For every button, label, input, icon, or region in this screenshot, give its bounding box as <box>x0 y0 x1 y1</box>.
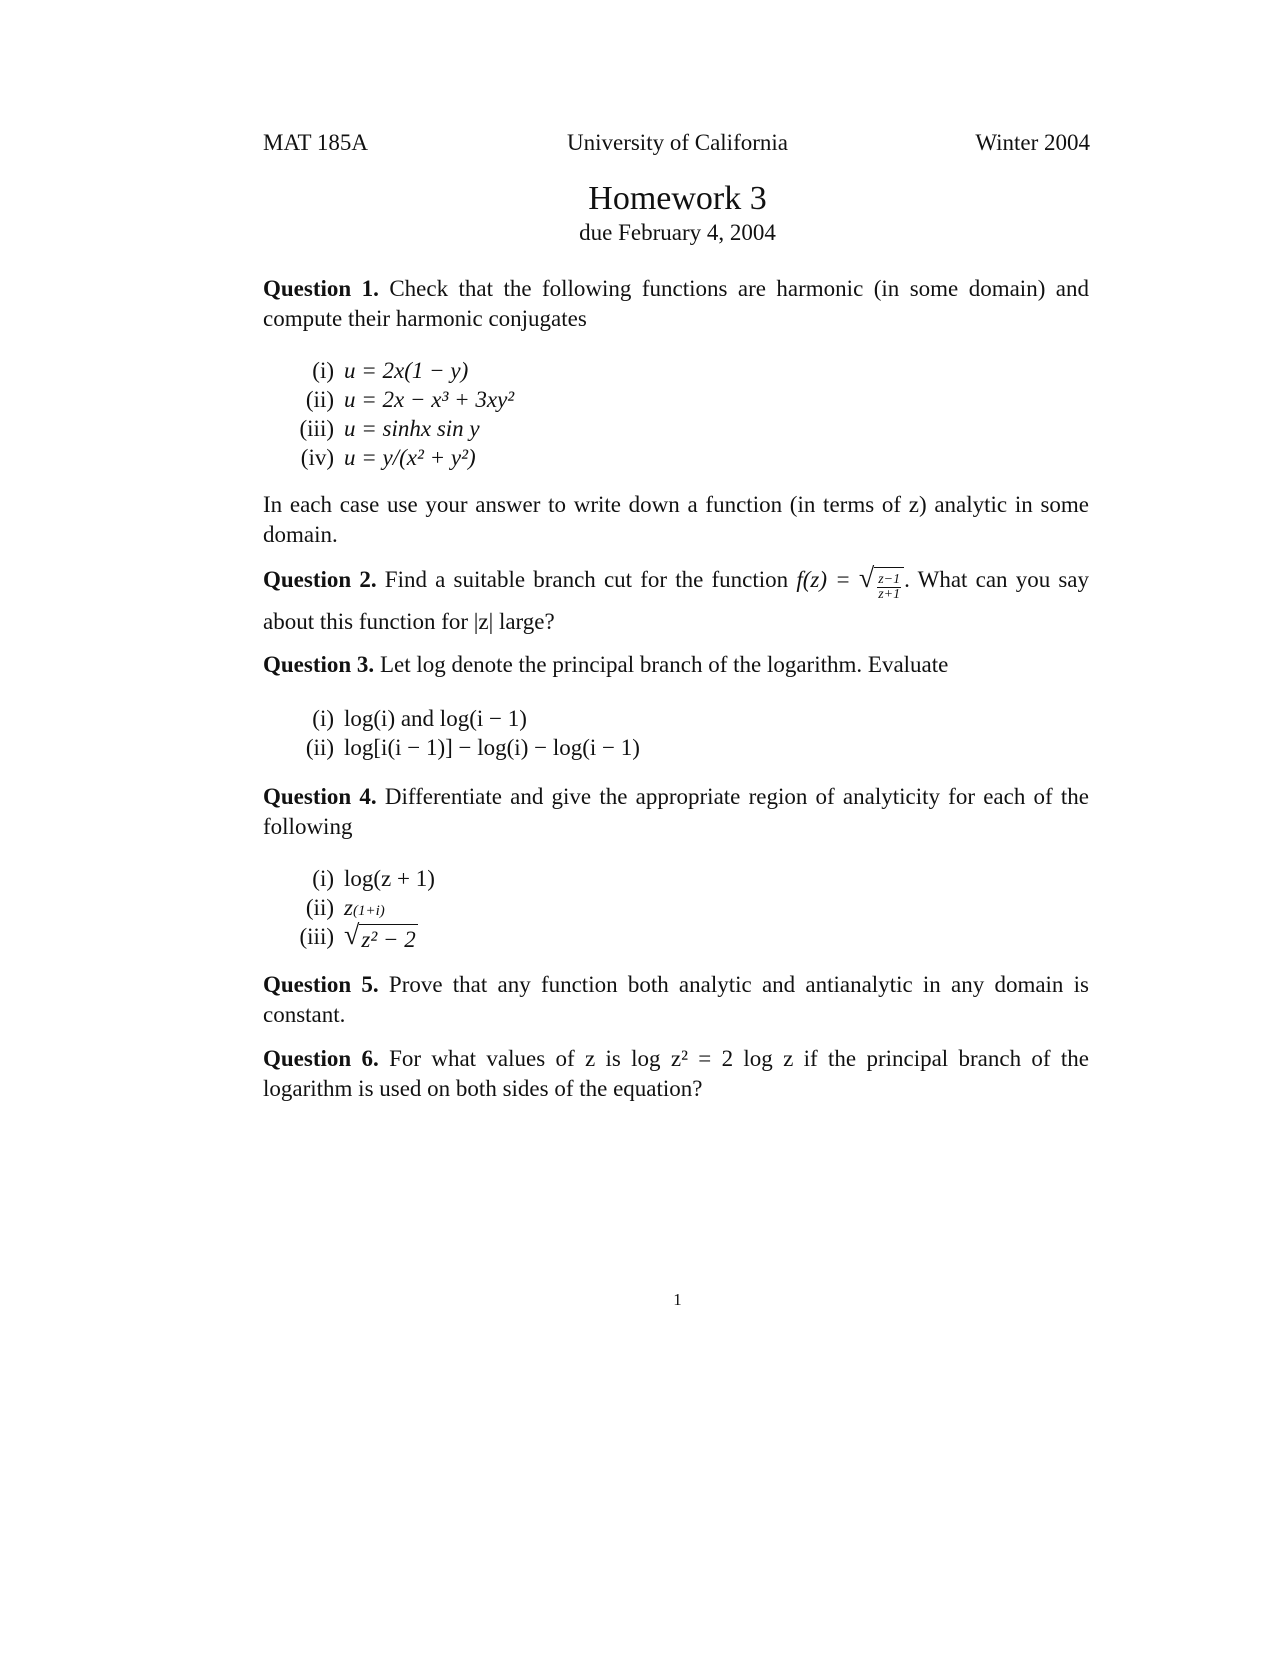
question-3-items <box>290 704 640 762</box>
question-2-function: f(z) = <box>796 567 851 592</box>
question-2-text-before: Find a suitable branch cut for the function <box>384 567 789 592</box>
list-item: (ii) u = 2x − x³ + 3xy² <box>305 387 515 412</box>
term: Winter 2004 <box>975 130 1090 155</box>
list-item: (ii) z (1+i) <box>305 895 385 920</box>
question-1-label: Question 1. <box>263 276 379 301</box>
page-title: Homework 3 <box>588 180 767 217</box>
question-1 <box>263 274 1089 334</box>
question-1-items <box>290 356 514 472</box>
question-1-followup: In each case use your answer to write down a function (in terms of z) analytic in some domain. <box>263 492 1089 547</box>
course-code: MAT 185A <box>263 130 369 155</box>
university-name: University of California <box>566 130 788 155</box>
question-5 <box>263 970 1089 1030</box>
list-item: (iii) √ z² − 2 <box>299 920 416 952</box>
question-2-text-after: . What can you say about this function for |z| large? <box>263 567 1090 634</box>
question-3-label: Question 3. <box>263 652 375 677</box>
list-item: (i) log(i) and log(i − 1) <box>312 706 527 731</box>
question-4 <box>263 782 1089 842</box>
question-6-text: For what values of z is log z² = 2 log z if the principal branch of the logarithm is used on both sides of the equation? <box>263 1046 1090 1101</box>
list-item: (iii) u = sinhx sin y <box>299 416 480 441</box>
fraction: $\frac{z-1}{z+1}$ <box>878 572 901 603</box>
question-5-text: Prove that any function both analytic and antianalytic in any domain is constant. <box>263 972 1090 1027</box>
list-item: (ii) log[i(i − 1)] − log(i) − log(i − 1) <box>305 735 640 760</box>
question-3 <box>263 650 1089 680</box>
question-2-label: Question 2. <box>263 567 377 592</box>
question-2 <box>263 562 1089 640</box>
question-4-text: Differentiate and give the appropriate region of analyticity for each of the following <box>263 784 1089 839</box>
square-root: √ $\frac{z-1}{z+1}$ <box>859 567 904 604</box>
question-4-items <box>290 864 435 954</box>
question-4-label: Question 4. <box>263 784 377 809</box>
list-item: (i) u = 2x(1 − y) <box>312 358 469 383</box>
list-item: (iv) u = y/(x² + y²) <box>300 445 476 470</box>
question-6 <box>263 1044 1089 1104</box>
question-1-text: Check that the following functions are harmonic (in some domain) and compute their harmonic conjugates <box>263 276 1090 331</box>
list-item: (i) log(z + 1) <box>312 866 435 891</box>
page-number: 1 <box>673 1290 682 1309</box>
question-3-text: Let log denote the principal branch of the logarithm. Evaluate <box>379 652 949 677</box>
square-root: √ z² − 2 <box>344 920 416 952</box>
question-5-label: Question 5. <box>263 972 379 997</box>
question-6-label: Question 6. <box>263 1046 379 1071</box>
due-date: due February 4, 2004 <box>579 220 776 245</box>
